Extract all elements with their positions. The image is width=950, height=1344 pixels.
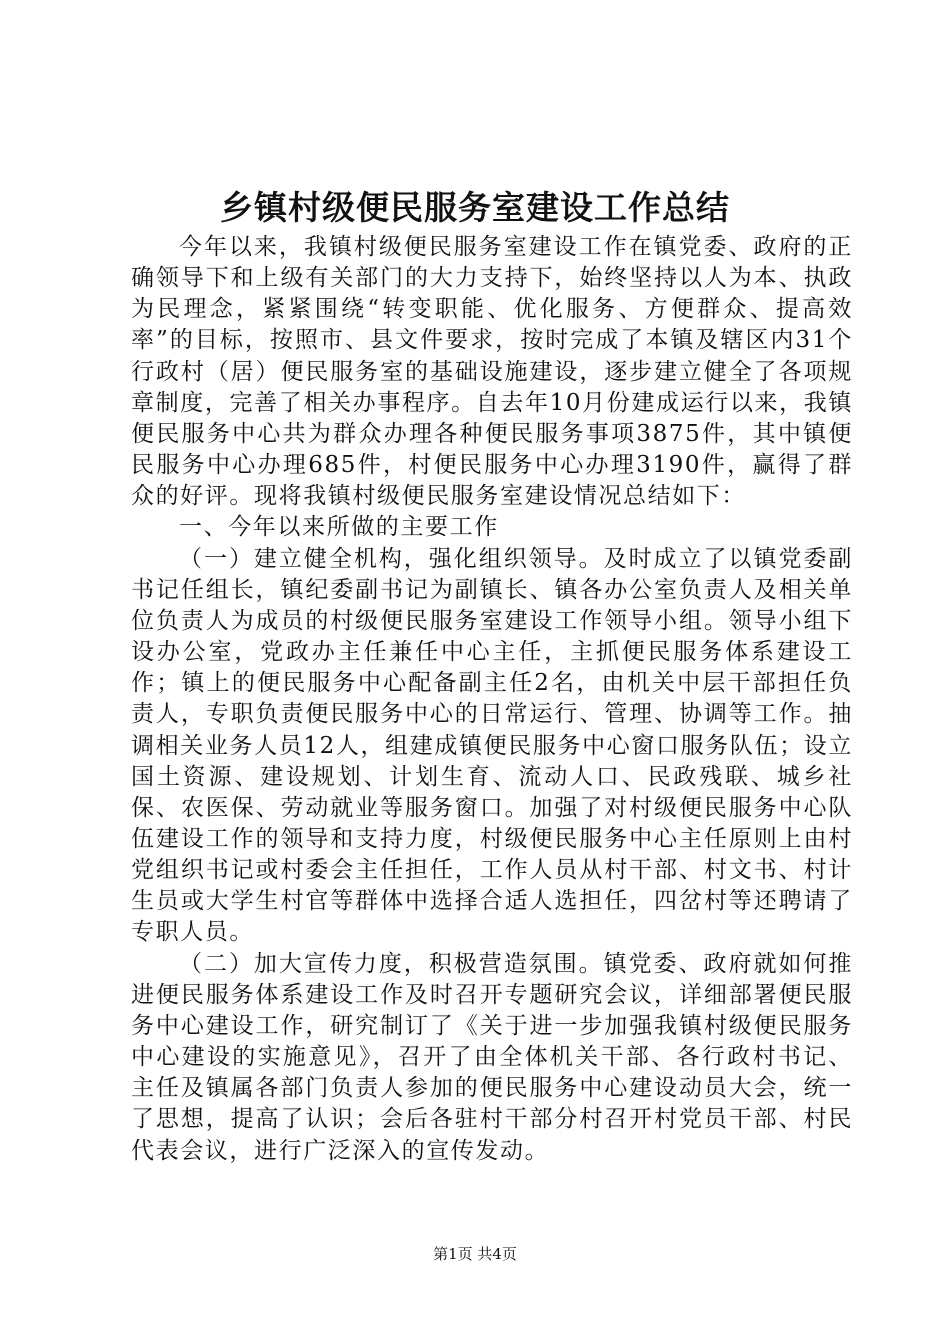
document-title: 乡镇村级便民服务室建设工作总结: [220, 188, 730, 227]
document-body: [131, 232, 853, 1167]
intro-paragraph: 今年以来，我镇村级便民服务室建设工作在镇党委、政府的正确领导下和上级有关部门的大力支持下，始终坚持以人为本、执政为民理念，紧紧围绕“转变职能、优化服务、方便群众、提高效率”的目标，按照市、县文件要求，按时完成了本镇及辖区内31个行政村（居）便民服务室的基础设施建设，逐步建立健全了各项规章制度，完善了相关办事程序。自去年10月份建成运行以来，我镇便民服务中心共为群众办理各种便民服务事项3875件，其中镇便民服务中心办理685件，村便民服务中心办理3190件，赢得了群众的好评。现将我镇村级便民服务室建设情况总结如下：: [131, 234, 853, 510]
page-number-footer: 第1页 共4页: [433, 1245, 517, 1263]
section-heading: 一、今年以来所做的主要工作: [179, 514, 499, 541]
paragraph-publicity: （二）加大宣传力度，积极营造氛围。镇党委、政府就如何推进便民服务体系建设工作及时召开专题研究会议，详细部署便民服务中心建设工作，研究制订了《关于进一步加强我镇村级便民服务中心建设的实施意见》，召开了由全体机关干部、各行政村书记、主任及镇属各部门负责人参加的便民服务中心建设动员大会，统一了思想，提高了认识；会后各驻村干部分村召开村党员干部、村民代表会议，进行广泛深入的宣传发动。: [131, 950, 853, 1164]
paragraph-organization: （一）建立健全机构，强化组织领导。及时成立了以镇党委副书记任组长，镇纪委副书记为副镇长、镇各办公室负责人及相关单位负责人为成员的村级便民服务室建设工作领导小组。领导小组下设办公室，党政办主任兼任中心主任，主抓便民服务体系建设工作；镇上的便民服务中心配备副主任2名，由机关中层干部担任负责人，专职负责便民服务中心的日常运行、管理、协调等工作。抽调相关业务人员12人，组建成镇便民服务中心窗口服务队伍；设立国土资源、建设规划、计划生育、流动人口、民政残联、城乡社保、农医保、劳动就业等服务窗口。加强了对村级便民服务中心队伍建设工作的领导和支持力度，村级便民服务中心主任原则上由村党组织书记或村委会主任担任，工作人员从村干部、村文书、村计生员或大学生村官等群体中选择合适人选担任，四岔村等还聘请了专职人员。: [131, 545, 853, 946]
